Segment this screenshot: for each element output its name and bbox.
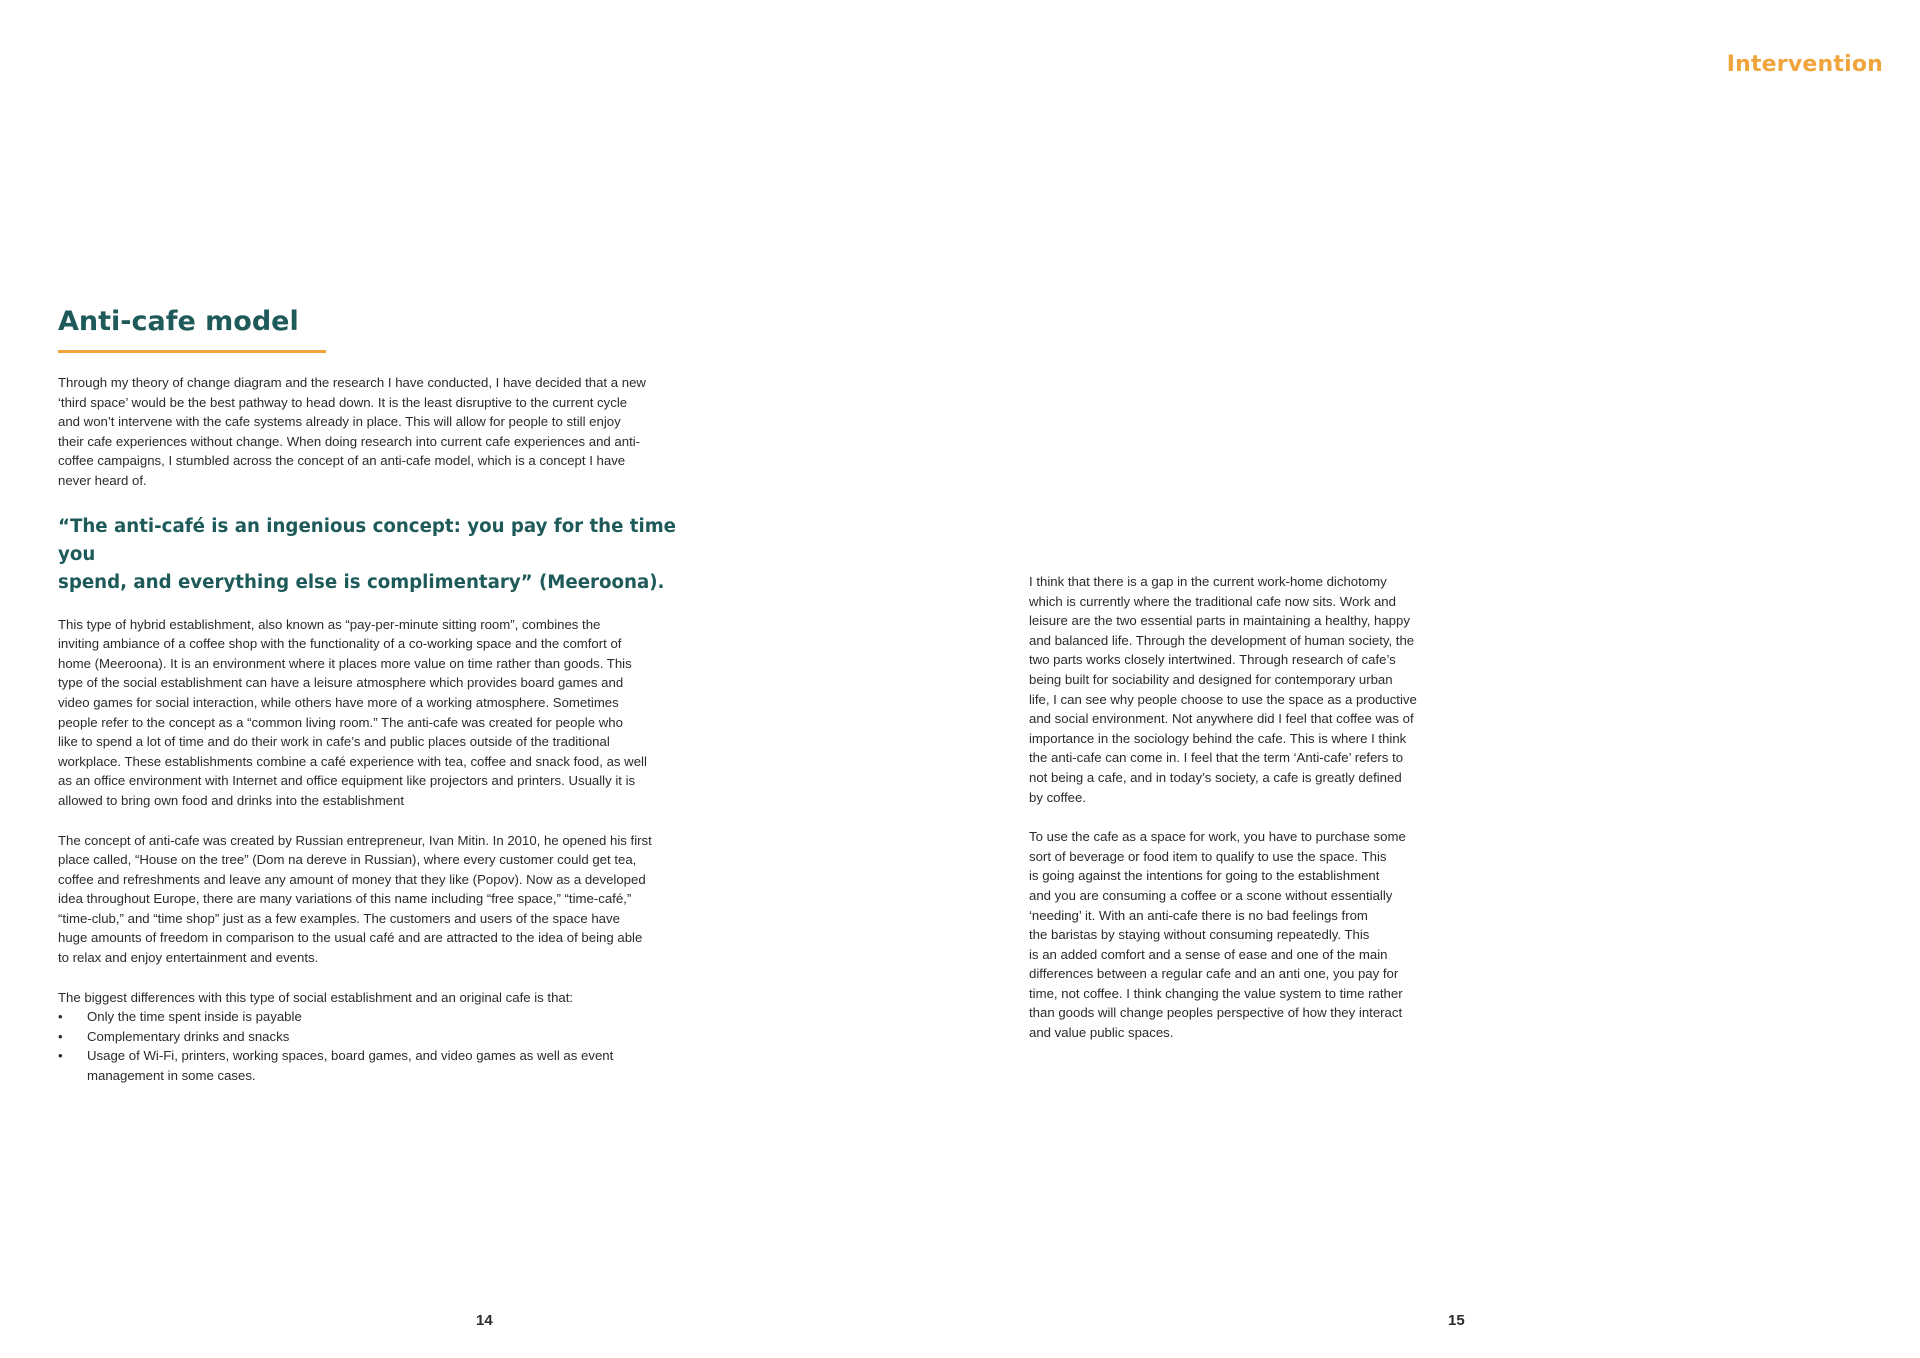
- list-item-text: Complementary drinks and snacks: [87, 1028, 290, 1044]
- list-item: [58, 1027, 696, 1047]
- work-home-gap-paragraph: I think that there is a gap in the current work-home dichotomy which is currently where the traditional cafe now sits. Work and leisure are the two essential parts in maintaining a healthy, happy and balanced life. Through the development of human society, the two parts works closely intertwined. Through research of cafe’s being built for sociability and designed for contemporary urban life, I can see why people choose to use the space as a productive and social environment. Not anywhere did I feel that coffee was of importance in the sociology behind the cafe. This is where I think the anti-cafe can come in. I feel that the term ‘Anti-cafe’ refers to not being a cafe, and in today’s society, a cafe is greatly defined by coffee.: [1029, 574, 1417, 805]
- hybrid-establishment-paragraph: This type of hybrid establishment, also known as “pay-per-minute sitting room”, combines the inviting ambiance of a coffee shop with the functionality of a co-working space and the comfort of home (Meeroona). It is an environment where it places more value on time rather than goods. This type of the social establishment can have a leisure atmosphere which provides board games and video games for social interaction, while others have more of a working atmosphere. Sometimes people refer to the concept as a “common living room.” The anti-cafe was created for people who like to spend a lot of time and do their work in cafe’s and public places outside of the traditional workplace. These establishments combine a café experience with tea, coffee and snack food, as well as an office environment with Internet and office equipment like projectors and printers. Usually it is allowed to bring own food and drinks into the establishment: [58, 616, 647, 808]
- bullet-icon: •: [58, 1009, 63, 1025]
- value-system-paragraph: To use the cafe as a space for work, you have to purchase some sort of beverage or food item to qualify to use the space. This is going against the intentions for going to the establishment and you are consuming a coffee or a scone without essentially ‘needing’ it. With an anti-cafe there is no bad feelings from the baristas by staying without consuming repeatedly. This is an added comfort and a sense of ease and one of the main differences between a regular cafe and an anti one, you pay for time, not coffee. I think changing the value system to time rather than goods will change peoples perspective of how they interact and value public spaces.: [1029, 829, 1406, 1041]
- list-item-text: Only the time spent inside is payable: [87, 1009, 302, 1025]
- list-item: [58, 1046, 696, 1085]
- differences-list: [58, 1007, 696, 1085]
- list-item-text: Usage of Wi-Fi, printers, working spaces, board games, and video games as well as event management in some cases.: [87, 1048, 614, 1084]
- bullet-icon: •: [58, 1048, 63, 1064]
- anti-cafe-origin-paragraph: The concept of anti-cafe was created by Russian entrepreneur, Ivan Mitin. In 2010, he opened his first place called, “House on the tree” (Dom na dereve in Russian), where every customer could get tea, coffee and refreshments and leave any amount of money that they like (Popov). Now as a developed idea throughout Europe, there are many variations of this name including “free space,” “time-café,” “time-club,” and “time shop” just as a few examples. The customers and users of the space have huge amounts of freedom in comparison to the usual café and are attracted to the idea of being able to relax and enjoy entertainment and events.: [58, 832, 652, 966]
- page-number-right: 15: [1448, 1312, 1465, 1329]
- left-page: [58, 304, 696, 1086]
- list-item: [58, 1007, 696, 1027]
- right-page: [1029, 572, 1459, 1043]
- bullet-icon: •: [58, 1028, 63, 1044]
- page-number-left: 14: [476, 1312, 493, 1329]
- intro-paragraph: Through my theory of change diagram and the research I have conducted, I have decided that a new ‘third space’ would be the best pathway to head down. It is the least disruptive to the current cycle and won’t intervene with the cafe systems already in place. This will allow for people to still enjoy their cafe experiences without change. When doing research into current cafe experiences and anti- coffee campaigns, I stumbled across the concept of an anti-cafe model, which is a concept I have never heard of.: [58, 375, 646, 488]
- differences-intro: The biggest differences with this type of social establishment and an original cafe is that:: [58, 989, 574, 1005]
- title-underline: [58, 350, 326, 353]
- page-title: Anti-cafe model: [58, 306, 299, 337]
- pull-quote: “The anti-café is an ingenious concept: you pay for the time you spend, and everything else is complimentary” (Meeroona).: [58, 515, 677, 593]
- section-label: Intervention: [1726, 52, 1883, 77]
